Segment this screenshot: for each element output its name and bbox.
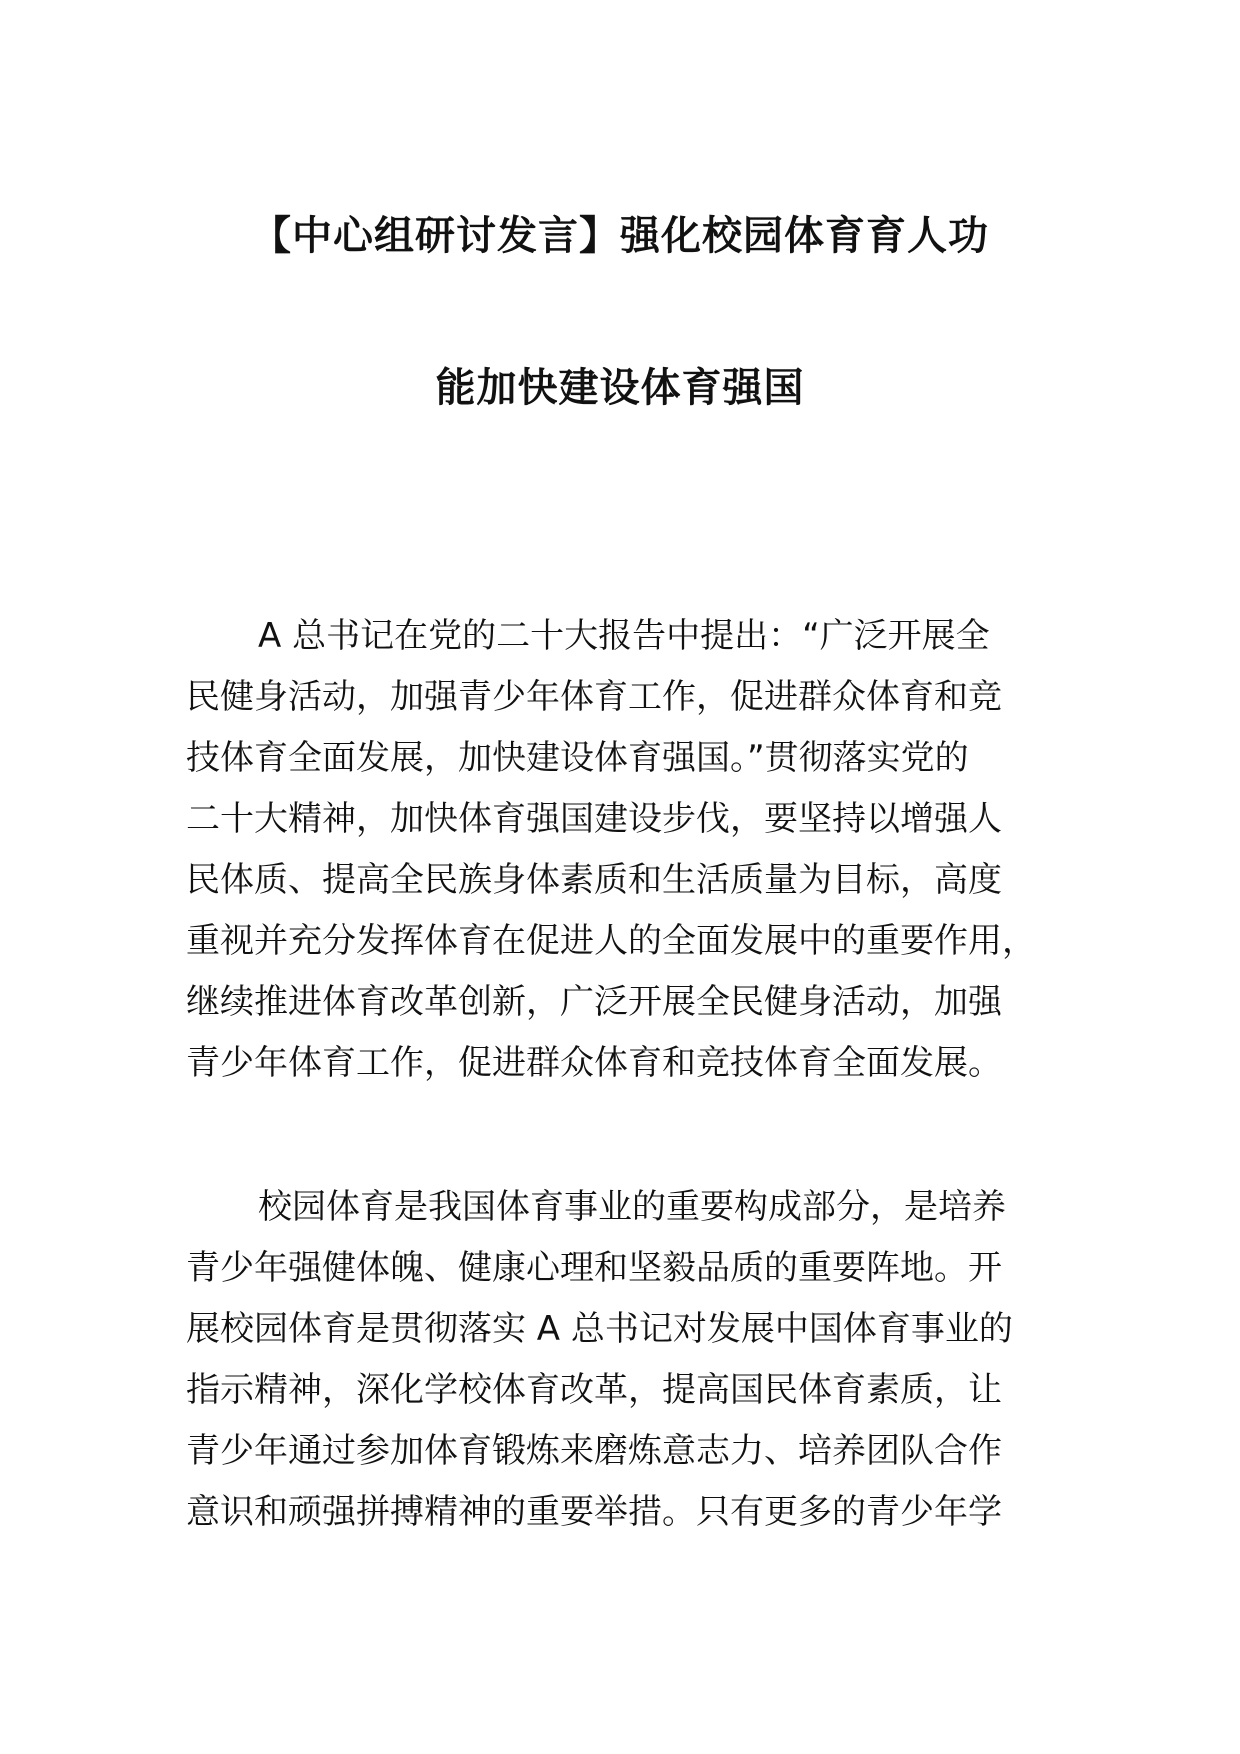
paragraph-1-line-7: 继续推进体育改革创新，广泛开展全民健身活动，加强 (186, 982, 1002, 1022)
paragraph-2-line-1: 校园体育是我国体育事业的重要构成部分，是培养 (258, 1187, 1006, 1227)
paragraph-2-line-6: 意识和顽强拼搏精神的重要举措。只有更多的青少年学 (186, 1492, 1002, 1532)
paragraph-1-line-2: 民健身活动，加强青少年体育工作，促进群众体育和竞 (186, 677, 1002, 717)
paragraph-1-line-8: 青少年体育工作，促进群众体育和竞技体育全面发展。 (186, 1043, 1002, 1083)
paragraph-1-line-4: 二十大精神，加快体育强国建设步伐，要坚持以增强人 (186, 799, 1002, 839)
paragraph-1-line-6: 重视并充分发挥体育在促进人的全面发展中的重要作用， (186, 921, 1036, 961)
document-title-line-1: 【中心组研讨发言】强化校园体育育人功 (251, 213, 989, 259)
paragraph-2-line-4: 指示精神，深化学校体育改革，提高国民体育素质，让 (186, 1370, 1002, 1410)
paragraph-2-line-5: 青少年通过参加体育锻炼来磨炼意志力、培养团队合作 (186, 1431, 1002, 1471)
paragraph-1-line-3: 技体育全面发展，加快建设体育强国。”贯彻落实党的 (186, 738, 969, 778)
paragraph-2-line-2: 青少年强健体魄、健康心理和坚毅品质的重要阵地。开 (186, 1248, 1002, 1288)
paragraph-1-line-5: 民体质、提高全民族身体素质和生活质量为目标，高度 (186, 860, 1002, 900)
paragraph-2-line-3: 展校园体育是贯彻落实 A 总书记对发展中国体育事业的 (186, 1309, 1013, 1349)
document-title-line-2: 能加快建设体育强国 (435, 365, 805, 411)
paragraph-1-line-1: A 总书记在党的二十大报告中提出：“广泛开展全 (258, 616, 990, 656)
